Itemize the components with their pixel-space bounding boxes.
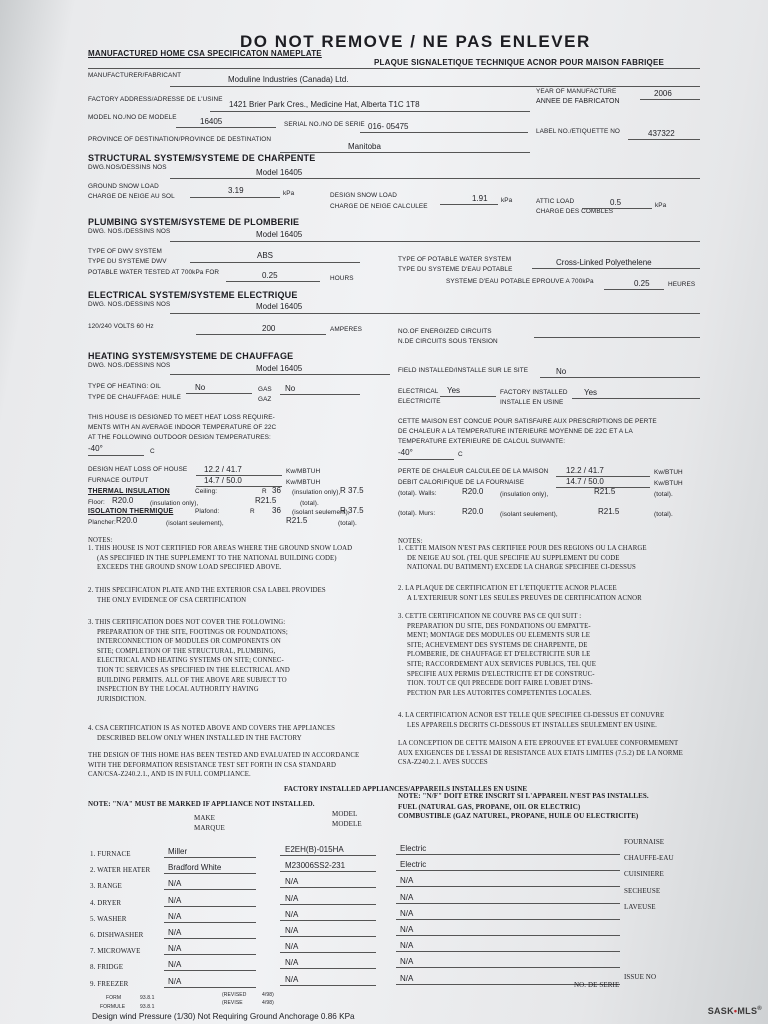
heat-loss-unit-fr: Kw/BTUH <box>654 469 683 476</box>
revised-label: (REVISED <box>222 992 247 998</box>
divider <box>88 455 144 456</box>
r-label-2: R <box>250 508 255 515</box>
divider <box>440 204 498 205</box>
appliance-fuel: N/A <box>400 908 414 918</box>
appliance-fuel: Electric <box>400 844 427 853</box>
divider <box>164 938 256 939</box>
divider <box>170 374 390 375</box>
potable-label-fr: TYPE DU SYSTEME D'EAU POTABLE <box>398 266 513 273</box>
appliance-model: N/A <box>285 958 299 968</box>
en-note-1-line: EXCEEDS THE GROUND SNOW LOAD SPECIFIED ABOVE. <box>97 564 282 572</box>
fr-note-2-line: A L'EXTERIEUR SONT LES SEULES PREUVES DE CERTIFICATION ACNOR <box>407 594 642 602</box>
appliance-fuel: N/A <box>400 892 414 902</box>
total-label: (total). <box>654 491 673 498</box>
label-no-label: LABEL NO./ETIQUETTE NO <box>536 128 620 135</box>
appliance-fuel: N/A <box>400 941 414 951</box>
divider <box>190 197 280 198</box>
appliance-fuel: N/A <box>400 876 414 886</box>
heat-loss-value: 12.2 / 41.7 <box>204 465 242 474</box>
electrical-heading: ELECTRICAL SYSTEM/SYSTEME ELECTRIQUE <box>88 290 298 300</box>
gaz-label: GAZ <box>258 396 272 403</box>
en-note-3-line: TION TC SERVICES AS SPECIFIED IN THE ELECTRICAL AND <box>97 667 290 674</box>
tested-label: POTABLE WATER TESTED AT 700kPa FOR <box>88 269 220 276</box>
dwv-label-fr: TYPE DU SYSTEME DWV <box>88 258 167 265</box>
year-value: 2006 <box>654 89 672 98</box>
year-label: YEAR OF MANUFACTURE <box>536 88 617 95</box>
murs-value: R20.0 <box>462 507 484 516</box>
divider <box>280 394 360 395</box>
fr-note-3-line: PLOMBERIE, DE CHAUFFAGE ET D'ELECTRICITE SUR LE <box>407 651 591 659</box>
label-no-value: 437322 <box>648 129 675 138</box>
fr-note-3-line: SITE; ACHEVEMENT DES SYSTEMS DE CHARPENTE, DE <box>407 641 588 649</box>
dwv-label: TYPE OF DWV SYSTEM <box>88 248 162 255</box>
logo-dot-icon: • <box>733 1006 738 1016</box>
en-note-3-line: 3. THIS CERTIFICATION DOES NOT COVER THE FOLLOWING: <box>88 619 286 626</box>
plancher-value: R20.0 <box>116 516 138 525</box>
appliance-label: 6. DISHWASHER <box>90 931 144 939</box>
appliance-make: N/A <box>168 944 182 954</box>
fr-note-3-line: PECTION PAR LES AUTORITES COMPETENTES LOCALES. <box>407 689 592 697</box>
divider <box>280 887 376 888</box>
heat-loss-value-fr: 12.2 / 41.7 <box>566 466 604 475</box>
province-label: PROVINCE OF DESTINATION/PROVINCE DE DESTINATION <box>88 136 272 143</box>
attic-unit: kPa <box>655 202 667 209</box>
na-note-en: NOTE: "N/A" MUST BE MARKED IF APPLIANCE NOT INSTALLED. <box>88 800 315 808</box>
fr-note-1-line: DE NEIGE AU SOL (TEL QUE SPECIFIE AU SUPPLEMENT DU CODE <box>407 554 620 562</box>
appliance-model: E2EH(B)-015HA <box>285 845 344 854</box>
divider <box>280 855 376 856</box>
divider <box>360 132 528 133</box>
floor-value: R20.0 <box>112 496 134 505</box>
potable-value: Cross-Linked Polyethelene <box>556 258 652 267</box>
factory-installed-value: Yes <box>584 388 598 397</box>
design-fr-2: DE CHALEUR A LA TEMPERATURE INTERIEURE MOYENNE DE 22C ET A LA <box>398 428 633 435</box>
divider <box>176 127 276 128</box>
dsl-label-fr: CHARGE DE NEIGE CALCULEE <box>330 203 428 210</box>
divider <box>640 99 700 100</box>
gsl-label: GROUND SNOW LOAD <box>88 183 159 190</box>
r-label: R <box>262 488 267 495</box>
furnace-output-unit: Kw/MBTUH <box>286 479 321 486</box>
structural-dwg-label: DWG.NOS/DESSINS NOS <box>88 164 167 171</box>
en-note-5-line: CAN/CSA-Z240.2.1., AND IS IN FULL COMPLIANCE. <box>88 771 251 779</box>
factory-label: FACTORY ADDRESS/ADRESSE DE L'USINE <box>88 96 223 103</box>
appliance-model: M23006SS2-231 <box>285 861 346 871</box>
fr-note-5-line: LA CONCEPTION DE CETTE MAISON A ETE EPROUVEE ET EVALUEE CONFORMEMENT <box>398 740 679 747</box>
plumbing-heading: PLUMBING SYSTEM/SYSTEME DE PLOMBERIE <box>88 217 300 227</box>
model-value: 16405 <box>200 117 223 126</box>
furnace-output-label-fr: DEBIT CALORIFIQUE DE LA FOURNAISE <box>398 479 525 486</box>
gas-label: GAS <box>258 386 272 393</box>
oil-value: No <box>195 383 206 392</box>
hours-label: HOURS <box>330 275 354 282</box>
divider <box>226 281 320 282</box>
attic-label-fr: CHARGE DES COMBLES <box>536 208 614 215</box>
fuel-label-fr: COMBUSTIBLE (GAZ NATUREL, PROPANE, HUILE OU ELECTRICITE) <box>398 812 639 820</box>
make-label: MAKE <box>194 814 216 822</box>
walls-total: R21.5 <box>594 487 616 496</box>
fr-note-1-line: 1. CETTE MAISON N'EST PAS CERTIFIEE POUR DES REGIONS OU LA CHARGE <box>398 545 647 552</box>
appliance-label: 4. DRYER <box>90 898 122 907</box>
heures-label: HEURES <box>668 281 696 288</box>
manufacturer-label: MANUFACTURER/FABRICANT <box>88 72 182 79</box>
circuits-label-fr: N.DE CIRCUITS SOUS TENSION <box>398 338 498 345</box>
formule-no: 93.8.1 <box>140 1004 155 1010</box>
furnace-output-label: FURNACE OUTPUT <box>88 477 149 484</box>
walls-value: R20.0 <box>462 487 484 496</box>
divider <box>532 268 700 269</box>
structural-heading: STRUCTURAL SYSTEM/SYSTEME DE CHARPENTE <box>88 153 316 163</box>
appliance-label: 1. FURNACE <box>90 850 131 858</box>
appliance-fuel: N/A <box>400 957 414 967</box>
appliance-label-fr: CHAUFFE-EAU <box>624 854 674 863</box>
furnace-output-value: 14.7 / 50.0 <box>204 476 242 485</box>
heating-type-label: TYPE OF HEATING: OIL <box>88 383 161 390</box>
gsl-unit: kPa <box>283 190 295 197</box>
form-no: 93.8.1 <box>140 995 155 1001</box>
en-note-5-line: WITH THE DEFORMATION RESISTANCE TEST SET FORTH IN CSA STANDARD <box>88 761 336 769</box>
divider <box>628 139 700 140</box>
en-note-5-line: THE DESIGN OF THIS HOME HAS BEEN TESTED AND EVALUATED IN ACCORDANCE <box>88 752 360 759</box>
en-note-1-line: 1. THIS HOUSE IS NOT CERTIFIED FOR AREAS WHERE THE GROUND SNOW LOAD <box>88 545 353 552</box>
province-value: Manitoba <box>348 142 381 151</box>
serie-label: NO. DE SERIE <box>574 981 620 989</box>
en-note-3-line: JURISDICTION. <box>97 695 147 703</box>
divider <box>280 920 376 921</box>
field-installed-value: No <box>556 367 567 376</box>
furnace-output-unit-fr: Kw/BTUH <box>654 480 683 487</box>
design-temp-unit-en: C <box>150 448 155 455</box>
footer-wind-pressure: Design wind Pressure (1/30) Not Requiring Ground Anchorage 0.86 KPa <box>92 1012 355 1021</box>
floor-total: R21.5 <box>255 496 277 505</box>
formule-label: FORMULE <box>100 1004 126 1010</box>
amperes-label: AMPERES <box>330 326 362 333</box>
fr-note-3-line: 3. CETTE CERTIFICATION NE COUVRE PAS CE QUI SUIT : <box>398 613 582 620</box>
appliance-make: N/A <box>168 960 182 970</box>
ceiling-total: R 37.5 <box>340 486 364 495</box>
appliance-model: N/A <box>285 877 299 887</box>
tested-value: 0.25 <box>262 271 278 280</box>
electrical-heat-value: Yes <box>447 386 461 395</box>
design-temp-unit-fr: C <box>458 451 463 458</box>
divider <box>186 393 252 394</box>
fr-note-2-line: 2. LA PLAQUE DE CERTIFICATION ET L'ETIQUETTE ACNOR PLACEE <box>398 585 617 592</box>
model-col-label: MODEL <box>332 810 358 818</box>
en-note-2-line: THE ONLY EVIDENCE OF CSA CERTIFICATION <box>97 596 247 604</box>
floor-total-label: (total). <box>300 500 319 507</box>
divider <box>164 889 256 890</box>
field-installed-label: FIELD INSTALLED/INSTALLE SUR LE SITE <box>398 367 529 374</box>
subtitle-en: MANUFACTURED HOME CSA SPECIFICATON NAMEPLATE <box>88 49 322 58</box>
divider <box>540 377 700 378</box>
divider <box>396 951 620 952</box>
fr-note-3-line: SPECIFIE AUX PERMIS D'ELECTRICITE ET DE CONSTRUC- <box>407 670 595 678</box>
logo-text-b: MLS <box>737 1006 758 1016</box>
appliance-label: 8. FRIDGE <box>90 963 124 972</box>
divider <box>88 68 700 69</box>
divider <box>164 873 256 874</box>
appliance-label: 2. WATER HEATER <box>90 866 151 875</box>
dsl-label: DESIGN SNOW LOAD <box>330 192 397 199</box>
plafond-label: Plafond: <box>195 508 220 515</box>
circuits-label: NO.OF ENERGIZED CIRCUITS <box>398 328 492 335</box>
revised-date: 4/98) <box>262 992 274 998</box>
divider <box>280 904 376 905</box>
divider <box>280 985 376 986</box>
logo-text-a: SASK <box>707 1006 734 1016</box>
appliance-model: N/A <box>285 893 299 903</box>
divider <box>190 262 360 263</box>
model-label: MODEL NO./NO DE MODELE <box>88 114 177 121</box>
divider <box>164 857 256 858</box>
heating-dwg-value: Model 16405 <box>256 364 303 373</box>
divider <box>164 987 256 988</box>
divider <box>210 111 530 112</box>
floor-label: Floor: <box>88 499 105 506</box>
fr-note-3-line: MENT; MONTAGE DES MODULES OU ELEMENTS SUR LE <box>407 632 591 640</box>
appliance-make: N/A <box>168 976 182 986</box>
serial-value: 016- 05475 <box>368 122 409 131</box>
design-en-1: THIS HOUSE IS DESIGNED TO MEET HEAT LOSS REQUIRE- <box>88 414 275 421</box>
design-temp-fr: -40° <box>398 448 413 457</box>
divider <box>170 241 700 242</box>
divider <box>396 886 620 887</box>
na-note-fr: NOTE: "N/F" DOIT ETRE INSCRIT SI L'APPAREIL N'EST PAS INSTALLES. <box>398 792 649 800</box>
plancher-isol-label: (isolant seulement), <box>166 520 224 527</box>
fr-note-3-line: TION. TOUT CE QUI PRECEDE DOIT FAIRE L'OBJET D'INS- <box>407 680 593 688</box>
heating-heading: HEATING SYSTEM/SYSTEME DE CHAUFFAGE <box>88 351 294 361</box>
page-title: DO NOT REMOVE / NE PAS ENLEVER <box>240 32 591 51</box>
plumbing-dwg-value: Model 16405 <box>256 230 303 239</box>
appliance-make: N/A <box>168 928 182 937</box>
tested-fr-value: 0.25 <box>634 279 650 288</box>
design-fr-3: TEMPERATURE EXTERIEURE DE CALCUL SUIVANTE: <box>398 438 566 445</box>
notes-label-en: NOTES: <box>88 537 113 544</box>
divider <box>196 486 282 487</box>
appliance-label: 7. MICROWAVE <box>90 947 141 956</box>
en-note-4-line: 4. CSA CERTIFICATION IS AS NOTED ABOVE AND COVERS THE APPLIANCES <box>88 725 335 732</box>
appliance-make: N/A <box>168 895 182 905</box>
fr-note-3-line: PREPARATION DU SITE, DES FONDATIONS OU EMPATTE- <box>407 622 591 630</box>
appliance-label-fr: FOURNAISE <box>624 838 665 846</box>
attic-label: ATTIC LOAD <box>536 198 575 205</box>
form-label: FORM <box>106 995 122 1001</box>
appliance-label-fr: ISSUE NO <box>624 972 657 981</box>
appliance-label-fr: LAVEUSE <box>624 902 656 911</box>
dsl-unit: kPa <box>501 197 513 204</box>
appliance-label-fr: SECHEUSE <box>624 886 661 895</box>
divider <box>534 337 700 338</box>
fr-note-4-line: LES APPAREILS DECRITS CI-DESSOUS ET INSTALLES SEULEMENT EN USINE. <box>407 721 657 729</box>
murs-total: R21.5 <box>598 507 620 516</box>
appliance-make: N/A <box>168 879 182 889</box>
attic-value: 0.5 <box>610 198 622 207</box>
appliance-model: N/A <box>285 942 299 952</box>
fr-note-1-line: NATIONAL DU BATIMENT) EXCEDE LA CHARGE SPECIFIEE CI-DESSUS <box>407 564 636 572</box>
logo-reg: ® <box>757 1006 762 1012</box>
divider <box>164 970 256 971</box>
appliance-make: Miller <box>168 847 188 856</box>
factory-value: 1421 Brier Park Cres., Medicine Hat, Alberta T1C 1T8 <box>229 100 420 109</box>
plancher-label: Plancher: <box>88 519 116 526</box>
appliance-make: Bradford White <box>168 863 222 873</box>
divider <box>164 922 256 923</box>
furnace-output-value-fr: 14.7 / 50.0 <box>566 477 604 486</box>
en-note-3-line: ELECTRICAL AND HEATING SYSTEMS ON SITE; CONNEC- <box>97 657 284 665</box>
design-temp-en: -40° <box>88 444 103 453</box>
electrical-heat-label: ELECTRICAL <box>398 388 439 395</box>
divider <box>280 968 376 969</box>
heating-type-label-fr: TYPE DE CHAUFFAGE: HUILE <box>88 394 181 401</box>
plancher-total-label: (total). <box>338 520 357 527</box>
electrical-dwg-value: Model 16405 <box>256 302 303 311</box>
factory-installed-label: FACTORY INSTALLED <box>500 389 568 396</box>
divider <box>280 936 376 937</box>
gas-value: No <box>285 384 296 393</box>
isolation-thermique-label: ISOLATION THERMIQUE <box>88 508 174 515</box>
appliance-model: N/A <box>285 974 299 984</box>
isol-seul-label-2: (isolant seulement), <box>500 511 558 518</box>
walls-label: (total). Walls: <box>398 490 437 497</box>
structural-dwg-value: Model 16405 <box>256 168 303 177</box>
fr-note-4-line: 4. LA CERTIFICATION ACNOR EST TELLE QUE SPECIFIEE CI-DESSUS ET CONUVRE <box>398 712 665 719</box>
appliance-make: N/A <box>168 911 182 921</box>
isol-seul-label: (isolant seulement), <box>292 509 350 516</box>
volts-label: 120/240 VOLTS 60 Hz <box>88 323 154 330</box>
appliances-heading: FACTORY INSTALLED APPLIANCES/APPAREILS INSTALLES EN USINE <box>284 785 528 793</box>
ceiling-label: Ceiling: <box>195 488 218 495</box>
divider <box>396 967 620 968</box>
electrical-heat-label-fr: ELECTRICITE <box>398 398 441 405</box>
design-en-2: MENTS WITH AN AVERAGE INDOOR TEMPERATURE OF 22C <box>88 424 277 431</box>
en-note-2-line: 2. THIS SPECIFICATON PLATE AND THE EXTERIOR CSA LABEL PROVIDES <box>88 587 326 594</box>
divider <box>582 208 652 209</box>
divider <box>396 919 620 920</box>
divider <box>164 906 256 907</box>
heating-dwg-label: DWG. NOS./DESSINS NOS <box>88 362 171 369</box>
fuel-label: FUEL (NATURAL GAS, PROPANE, OIL OR ELECTRIC) <box>398 803 581 811</box>
divider <box>396 903 620 904</box>
heat-loss-label: DESIGN HEAT LOSS OF HOUSE <box>88 466 188 473</box>
appliance-model: N/A <box>285 909 299 919</box>
design-fr-1: CETTE MAISON EST CONCUE POUR SATISFAIRE AUX PRESCRIPTIONS DE PERTE <box>398 418 657 425</box>
appliance-fuel: N/A <box>400 973 414 983</box>
divider <box>604 289 664 290</box>
sask-mls-logo <box>708 1006 762 1016</box>
dsl-value: 1.91 <box>472 194 488 203</box>
divider <box>396 854 620 855</box>
tested-label-fr: SYSTEME D'EAU POTABLE EPROUVE A 700kPa <box>446 278 594 285</box>
gsl-label-fr: CHARGE DE NEIGE AU SOL <box>88 193 175 200</box>
en-note-1-line: (AS SPECIFIED IN THE SUPPLEMENT TO THE NATIONAL BUILDING CODE) <box>97 554 337 562</box>
manufacturer-value: Moduline Industries (Canada) Ltd. <box>228 75 349 84</box>
plafond-value: 36 <box>272 506 281 515</box>
ceiling-value: 36 <box>272 486 281 495</box>
appliance-label: 3. RANGE <box>90 882 122 891</box>
potable-label: TYPE OF POTABLE WATER SYSTEM <box>398 256 512 263</box>
divider <box>170 86 700 87</box>
divider <box>572 398 700 399</box>
plafond-total: R 37.5 <box>340 506 364 515</box>
ins-only-label-2: (insulation only), <box>500 491 549 498</box>
electrical-dwg-label: DWG. NOS./DESSINS NOS <box>88 301 171 308</box>
factory-installed-label-fr: INSTALLE EN USINE <box>500 399 564 406</box>
plancher-total: R21.5 <box>286 516 308 525</box>
revise-label: (REVISE <box>222 1000 243 1006</box>
total-label-2: (total). <box>654 511 673 518</box>
appliance-label-fr: CUISINIERE <box>624 870 664 879</box>
subtitle-fr: PLAQUE SIGNALETIQUE TECHNIQUE ACNOR POUR MAISON FABRIQEE <box>374 58 665 67</box>
en-note-4-line: DESCRIBED BELOW ONLY WHEN INSTALLED IN THE FACTORY <box>97 734 302 742</box>
divider <box>396 935 620 936</box>
year-label-fr: ANNEE DE FABRICATON <box>536 98 620 105</box>
serial-label: SERIAL NO./NO DE SERIE <box>284 121 365 128</box>
appliance-fuel: Electric <box>400 860 427 870</box>
marque-label: MARQUE <box>194 824 225 832</box>
murs-label: (total). Murs: <box>398 510 436 517</box>
ins-only-label: (insulation only), <box>292 489 341 496</box>
notes-label-fr: NOTES: <box>398 538 423 545</box>
modele-col-label: MODELE <box>332 820 362 828</box>
revise-date: 4/98) <box>262 1000 274 1006</box>
en-note-3-line: SITE; COMPLETION OF THE STRUCTURAL, PLUMBING, <box>97 647 276 655</box>
divider <box>280 952 376 953</box>
en-note-3-line: INSPECTION BY THE LOCAL AUTHORITY HAVING <box>97 686 259 694</box>
fr-note-5-line: CSA-Z240.2.1. AVES SUCCES <box>398 759 488 767</box>
appliance-label: 5. WASHER <box>90 914 127 923</box>
divider <box>196 334 326 335</box>
en-note-3-line: INTERCONNECTION OF MODULES OR COMPONENTS ON <box>97 638 281 646</box>
design-en-3: AT THE FOLLOWING OUTDOOR DESIGN TEMPERATURES: <box>88 434 271 441</box>
divider <box>440 396 496 397</box>
divider <box>170 313 700 314</box>
fr-note-3-line: SITE; RACCORDEMENT AUX SERVICES PUBLICS, TEL QUE <box>407 661 596 668</box>
divider <box>170 178 700 179</box>
divider <box>164 954 256 955</box>
thermal-insulation-label: THERMAL INSULATION <box>88 488 170 495</box>
en-note-3-line: PREPARATION OF THE SITE, FOOTINGS OR FOUNDATIONS; <box>97 628 288 636</box>
en-note-3-line: BUILDING PERMITS. ALL OF THE ABOVE ARE SUBJECT TO <box>97 676 287 684</box>
amperes-value: 200 <box>262 324 276 333</box>
gsl-value: 3.19 <box>228 186 244 195</box>
heat-loss-unit: Kw/MBTUH <box>286 468 321 475</box>
appliance-model: N/A <box>285 926 299 935</box>
plumbing-dwg-label: DWG. NOS./DESSINS NOS <box>88 228 171 235</box>
heat-loss-label-fr: PERTE DE CHALEUR CALCULEE DE LA MAISON <box>398 468 549 475</box>
appliance-fuel: N/A <box>400 925 414 934</box>
dwv-value: ABS <box>257 251 274 260</box>
divider <box>280 152 530 153</box>
floor-ins-label: (insulation only), <box>150 500 199 507</box>
divider <box>280 871 376 872</box>
fr-note-5-line: AUX EXIGENCES DE L'ESSAI DE RESISTANCE AUX ETATS LIMITES (7.5.2) DE LA NORME <box>398 749 683 757</box>
divider <box>396 870 620 871</box>
divider <box>398 459 454 460</box>
appliance-label: 9. FREEZER <box>90 979 129 988</box>
